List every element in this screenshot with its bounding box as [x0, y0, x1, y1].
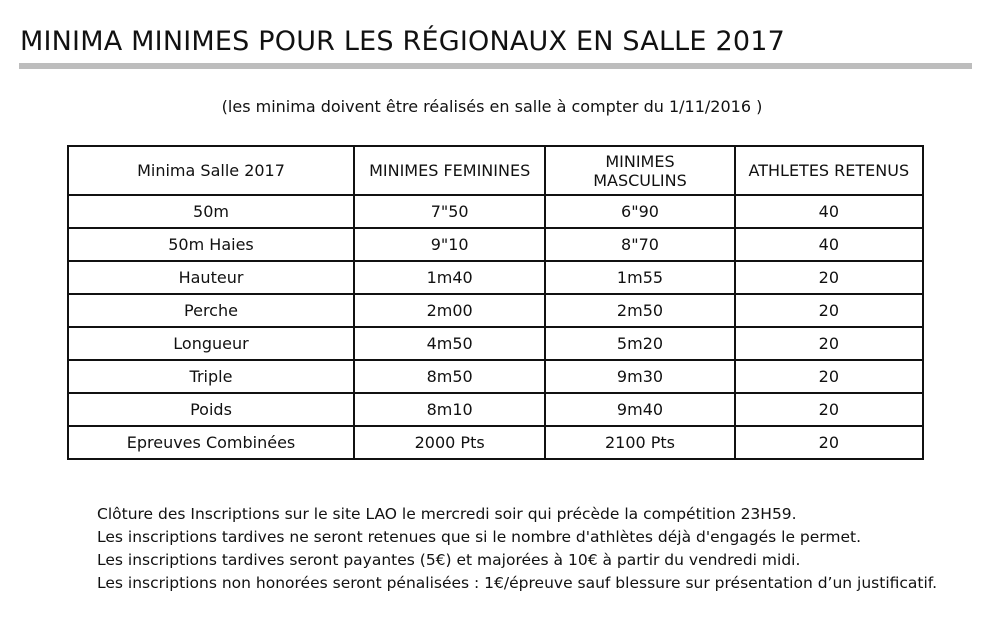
cell-retenus: 20 — [735, 426, 923, 459]
cell-masculins: 5m20 — [545, 327, 734, 360]
table-row — [68, 228, 923, 261]
cell-retenus: 40 — [735, 195, 923, 228]
cell-retenus: 20 — [735, 294, 923, 327]
cell-event: 50m — [68, 195, 354, 228]
header-minimes-feminines: MINIMES FEMININES — [354, 146, 545, 195]
table-row — [68, 261, 923, 294]
cell-retenus: 20 — [735, 261, 923, 294]
cell-event: Triple — [68, 360, 354, 393]
title-rule — [19, 63, 972, 69]
cell-feminines: 8m10 — [354, 393, 545, 426]
cell-retenus: 40 — [735, 228, 923, 261]
cell-feminines: 9"10 — [354, 228, 545, 261]
cell-masculins: 8"70 — [545, 228, 734, 261]
cell-masculins: 2m50 — [545, 294, 734, 327]
cell-event: Hauteur — [68, 261, 354, 294]
cell-retenus: 20 — [735, 360, 923, 393]
cell-event: 50m Haies — [68, 228, 354, 261]
table-row — [68, 393, 923, 426]
notes-block — [97, 503, 937, 595]
note-line: Les inscriptions tardives ne seront retenues que si le nombre d'athlètes déjà d'engagés le permet. — [97, 528, 862, 546]
header-event: Minima Salle 2017 — [68, 146, 354, 195]
cell-masculins: 2100 Pts — [545, 426, 734, 459]
cell-feminines: 8m50 — [354, 360, 545, 393]
cell-feminines: 1m40 — [354, 261, 545, 294]
cell-retenus: 20 — [735, 327, 923, 360]
table-row — [68, 195, 923, 228]
table-row — [68, 426, 923, 459]
cell-feminines: 2m00 — [354, 294, 545, 327]
page-title: MINIMA MINIMES POUR LES RÉGIONAUX EN SALLE 2017 — [20, 26, 785, 57]
cell-event: Poids — [68, 393, 354, 426]
cell-feminines: 7"50 — [354, 195, 545, 228]
table-row — [68, 294, 923, 327]
cell-retenus: 20 — [735, 393, 923, 426]
cell-event: Longueur — [68, 327, 354, 360]
cell-masculins: 9m40 — [545, 393, 734, 426]
header-minimes-masculins: MINIMES MASCULINS — [545, 146, 734, 195]
cell-event: Perche — [68, 294, 354, 327]
cell-masculins: 6"90 — [545, 195, 734, 228]
note-line: Les inscriptions non honorées seront pénalisées : 1€/épreuve sauf blessure sur présentation d’un justificatif. — [97, 574, 938, 592]
table-header-row — [68, 146, 923, 195]
cell-feminines: 4m50 — [354, 327, 545, 360]
note-line: Les inscriptions tardives seront payantes (5€) et majorées à 10€ à partir du vendredi midi. — [97, 551, 801, 569]
subtitle: (les minima doivent être réalisés en salle à compter du 1/11/2016 ) — [221, 97, 763, 116]
cell-feminines: 2000 Pts — [354, 426, 545, 459]
minima-table — [67, 145, 924, 460]
table-row — [68, 360, 923, 393]
cell-event: Epreuves Combinées — [68, 426, 354, 459]
cell-masculins: 9m30 — [545, 360, 734, 393]
table-row — [68, 327, 923, 360]
cell-masculins: 1m55 — [545, 261, 734, 294]
note-line: Clôture des Inscriptions sur le site LAO le mercredi soir qui précède la compétition 23H59. — [97, 505, 797, 523]
header-athletes-retenus: ATHLETES RETENUS — [735, 146, 923, 195]
